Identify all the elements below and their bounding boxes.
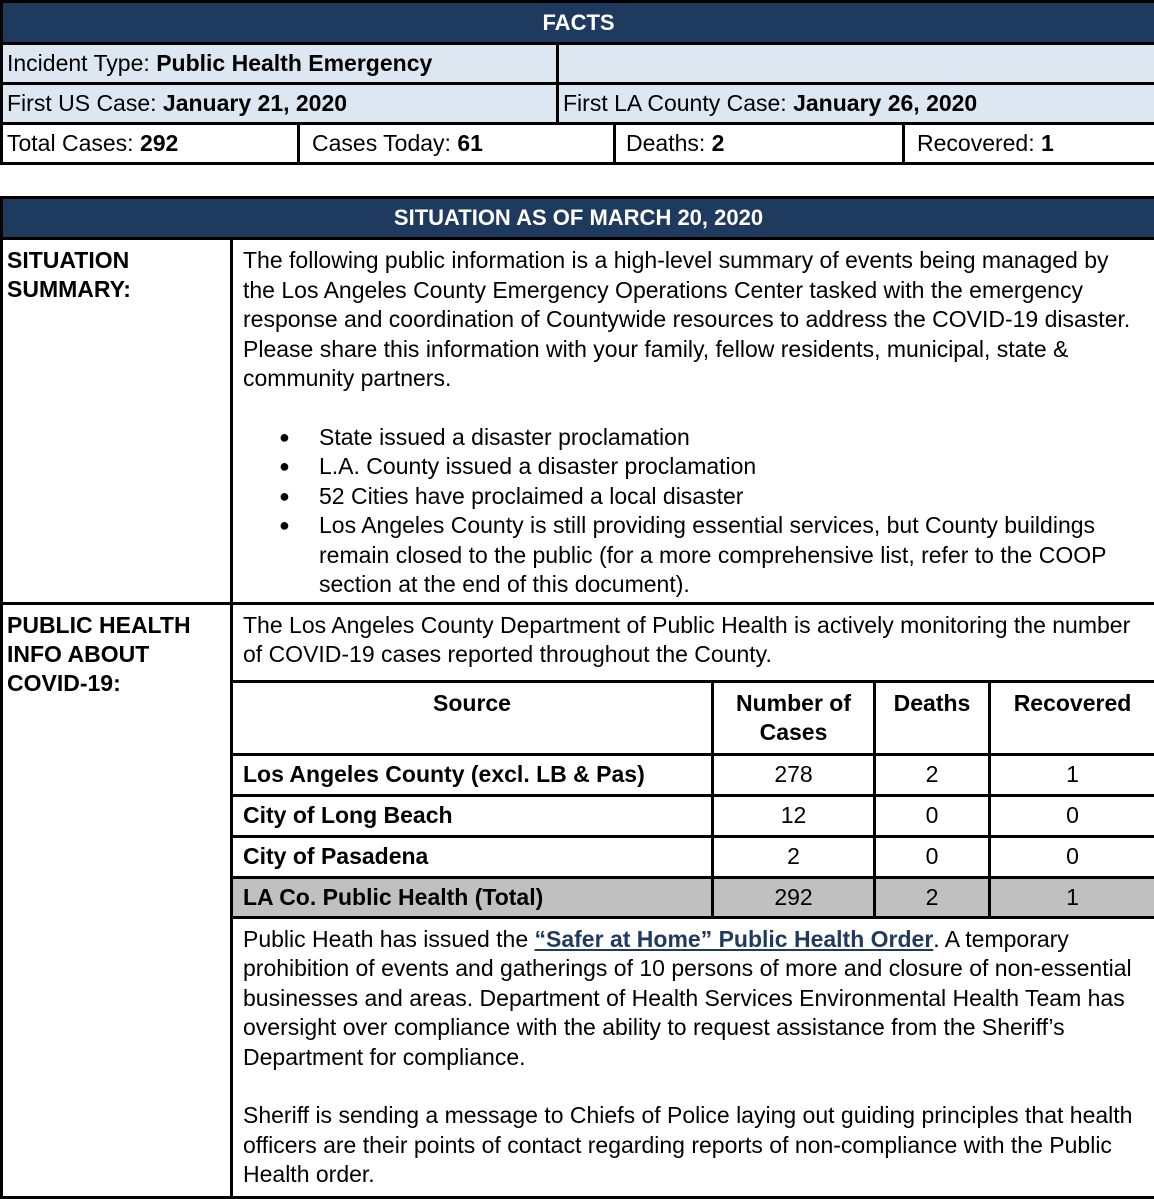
table-row-total	[232, 877, 1154, 917]
bullet-icon: ●	[279, 452, 290, 482]
col-header-deaths: Deaths	[875, 681, 990, 754]
empty-cell	[558, 44, 1154, 84]
source-cell: City of Long Beach	[232, 795, 713, 836]
first-la-label: First LA County Case:	[563, 90, 793, 116]
cases-today-value: 61	[457, 130, 483, 156]
col-header-cases: Number of Cases	[713, 681, 875, 754]
summary-text: The following public information is a high-level summary of events being managed by the Los Angeles County Emergency Operations Center tasked with the emergency response and coordination of Countywide resources to address the COVID-19 disaster. Please share this information with your family, fellow residents, municipal, state & community partners.	[243, 246, 1144, 394]
public-health-content	[232, 603, 1154, 1197]
cases-cell: 2	[713, 836, 875, 877]
ph-intro: The Los Angeles County Department of Public Health is actively monitoring the number of COVID-19 cases reported throughout the County.	[233, 605, 1154, 680]
recovered-cell: 0	[990, 795, 1154, 836]
col-header-recovered: Recovered	[990, 681, 1154, 754]
bullet-text: State issued a disaster proclamation	[319, 424, 690, 450]
situation-summary-label	[2, 239, 232, 604]
total-cases-value: 292	[140, 130, 178, 156]
total-cases	[2, 124, 299, 164]
order-paragraph	[233, 919, 1154, 1079]
recovered-value: 1	[1041, 130, 1054, 156]
source-cell: Los Angeles County (excl. LB & Pas)	[232, 754, 713, 795]
bullet-icon: ●	[279, 482, 290, 512]
first-us-case	[2, 84, 558, 124]
first-la-case	[558, 84, 1154, 124]
incident-type-label: Incident Type:	[7, 50, 156, 76]
cases-today	[299, 124, 615, 164]
cases-cell: 12	[713, 795, 875, 836]
ph-label-line-2: INFO ABOUT	[7, 640, 226, 669]
cases-cell: 292	[713, 877, 875, 917]
deaths	[615, 124, 904, 164]
summary-label-line-1: SITUATION	[7, 246, 226, 275]
recovered-label: Recovered:	[917, 130, 1041, 156]
ph-label-line-3: COVID-19:	[7, 669, 226, 698]
col-header-source: Source	[232, 681, 713, 754]
deaths-cell: 0	[875, 836, 990, 877]
bullet-text: L.A. County issued a disaster proclamation	[319, 453, 756, 479]
list-item	[279, 482, 1144, 512]
deaths-label: Deaths:	[626, 130, 712, 156]
deaths-cell: 0	[875, 795, 990, 836]
situation-header: SITUATION AS OF MARCH 20, 2020	[2, 198, 1154, 239]
situation-table	[0, 196, 1154, 1199]
sheriff-paragraph: Sheriff is sending a message to Chiefs of Police laying out guiding principles that health officers are their points of contact regarding reports of non-compliance with the Public Health order.	[233, 1078, 1154, 1196]
source-cell: LA Co. Public Health (Total)	[232, 877, 713, 917]
ph-label-line-1: PUBLIC HEALTH	[7, 611, 226, 640]
source-cell: City of Pasadena	[232, 836, 713, 877]
cases-table-header-row	[232, 681, 1154, 754]
deaths-cell: 2	[875, 754, 990, 795]
summary-bullet-list	[243, 423, 1144, 600]
first-us-label: First US Case:	[7, 90, 163, 116]
total-cases-label: Total Cases:	[7, 130, 140, 156]
public-health-label	[2, 603, 232, 1197]
deaths-cell: 2	[875, 877, 990, 917]
list-item	[279, 511, 1144, 600]
cases-today-label: Cases Today:	[312, 130, 457, 156]
incident-type-value: Public Health Emergency	[156, 50, 432, 76]
list-item	[279, 452, 1144, 482]
order-text-before: Public Heath has issued the	[243, 926, 535, 952]
recovered	[904, 124, 1154, 164]
facts-section	[0, 0, 1154, 165]
bullet-icon: ●	[279, 423, 290, 453]
recovered-cell: 1	[990, 754, 1154, 795]
bullet-text: 52 Cities have proclaimed a local disaster	[319, 483, 743, 509]
deaths-value: 2	[712, 130, 725, 156]
situation-summary-content	[232, 239, 1154, 604]
situation-section	[0, 196, 1154, 1199]
bullet-text: Los Angeles County is still providing essential services, but County buildings remain closed to the public (for a more comprehensive list, refer to the COOP section at the end of this document).	[319, 512, 1106, 597]
recovered-cell: 1	[990, 877, 1154, 917]
recovered-cell: 0	[990, 836, 1154, 877]
facts-header: FACTS	[2, 2, 1154, 44]
list-item	[279, 423, 1144, 453]
bullet-icon: ●	[279, 511, 290, 541]
safer-at-home-link[interactable]: “Safer at Home” Public Health Order	[535, 926, 934, 952]
incident-type	[2, 44, 558, 84]
table-row	[232, 754, 1154, 795]
first-us-value: January 21, 2020	[163, 90, 347, 116]
summary-label-line-2: SUMMARY:	[7, 275, 226, 304]
cases-cell: 278	[713, 754, 875, 795]
facts-table	[0, 0, 1154, 165]
cases-table	[230, 680, 1154, 919]
table-row	[232, 836, 1154, 877]
order-text-after: . A temporary prohibition of events and gatherings of 10 persons of more and closure of non-essential businesses and areas. Department of Health Services Environmental Health Team has oversight over compliance with the ability to request assistance from the Sheriff’s Department for compliance.	[243, 926, 1132, 1070]
first-la-value: January 26, 2020	[793, 90, 977, 116]
table-row	[232, 795, 1154, 836]
